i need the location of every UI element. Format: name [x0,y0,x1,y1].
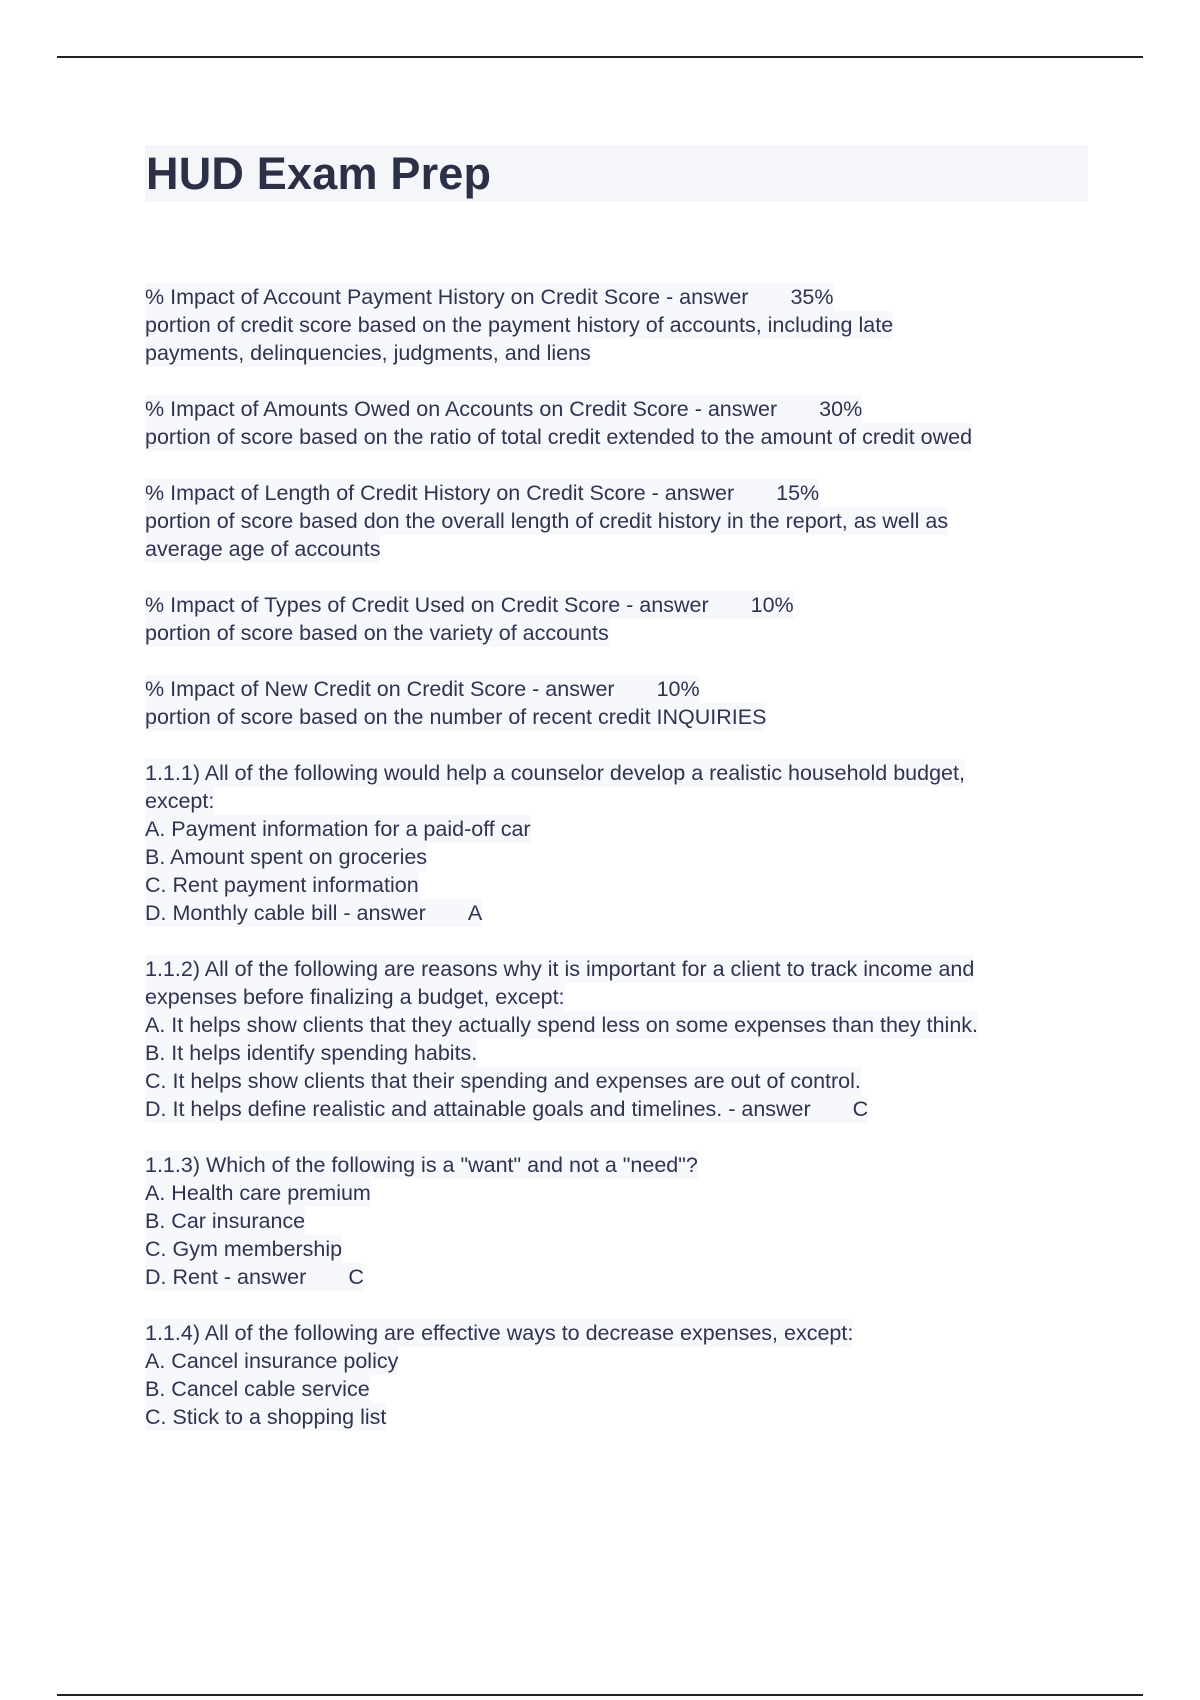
option-a: A. Payment information for a paid-off car [145,817,531,841]
option-a: A. It helps show clients that they actually spend less on some expenses than they think. [145,1013,978,1037]
question-text-line: expenses before finalizing a budget, except: [145,985,565,1009]
flashcard-amounts-owed [145,395,1095,451]
question-text-line: except: [145,789,215,813]
flashcard-definition-line: portion of score based on the number of recent credit INQUIRIES [145,705,767,729]
option-b: B. Cancel cable service [145,1377,370,1401]
top-rule [57,56,1143,58]
question-1-1-4 [145,1319,1095,1431]
question-1-1-3 [145,1151,1095,1291]
flashcard-definition-line: portion of score based don the overall length of credit history in the report, as well as [145,509,949,533]
question-text-line: 1.1.2) All of the following are reasons why it is important for a client to track income and [145,957,975,981]
question-1-1-2 [145,955,1095,1123]
flashcard-definition-line: payments, delinquencies, judgments, and liens [145,341,591,365]
answer-value: 30% [819,397,863,421]
option-c: C. It helps show clients that their spending and expenses are out of control. [145,1069,861,1093]
document-body [145,283,1095,1459]
option-a: A. Cancel insurance policy [145,1349,399,1373]
flashcard-payment-history [145,283,1095,367]
flashcard-new-credit [145,675,1095,731]
flashcard-term: % Impact of Length of Credit History on Credit Score - answer 15% [145,481,820,505]
option-c: C. Stick to a shopping list [145,1405,387,1429]
option-c: C. Rent payment information [145,873,419,897]
bottom-rule [57,1694,1143,1696]
question-text-line: 1.1.3) Which of the following is a "want" and not a "need"? [145,1153,698,1177]
question-text-line: 1.1.4) All of the following are effective ways to decrease expenses, except: [145,1321,854,1345]
answer-value: C [348,1265,364,1289]
flashcard-types-of-credit [145,591,1095,647]
flashcard-definition-line: portion of score based on the ratio of total credit extended to the amount of credit owed [145,425,973,449]
answer-value: C [852,1097,869,1121]
flashcard-term: % Impact of Account Payment History on Credit Score - answer 35% [145,285,834,309]
answer-value: 10% [656,677,700,701]
option-b: B. Car insurance [145,1209,306,1233]
question-1-1-1 [145,759,1095,927]
answer-value: 35% [790,285,834,309]
flashcard-length-of-history [145,479,1095,563]
question-text-line: 1.1.1) All of the following would help a counselor develop a realistic household budget, [145,761,965,785]
flashcard-term: % Impact of Types of Credit Used on Credit Score - answer 10% [145,593,794,617]
answer-value: A [467,901,483,925]
option-c: C. Gym membership [145,1237,343,1261]
option-a: A. Health care premium [145,1181,371,1205]
flashcard-definition-line: average age of accounts [145,537,381,561]
option-d: D. Monthly cable bill - answer A [145,901,483,925]
flashcard-term: % Impact of New Credit on Credit Score - answer 10% [145,677,700,701]
answer-value: 15% [776,481,820,505]
page-title: HUD Exam Prep [146,148,492,199]
option-d: D. It helps define realistic and attainable goals and timelines. - answer C [145,1097,869,1121]
option-b: B. It helps identify spending habits. [145,1041,478,1065]
option-b: B. Amount spent on groceries [145,845,428,869]
flashcard-term: % Impact of Amounts Owed on Accounts on Credit Score - answer 30% [145,397,863,421]
flashcard-definition-line: portion of score based on the variety of accounts [145,621,609,645]
flashcard-definition-line: portion of credit score based on the payment history of accounts, including late [145,313,894,337]
option-d: D. Rent - answer C [145,1265,364,1289]
answer-value: 10% [750,593,794,617]
